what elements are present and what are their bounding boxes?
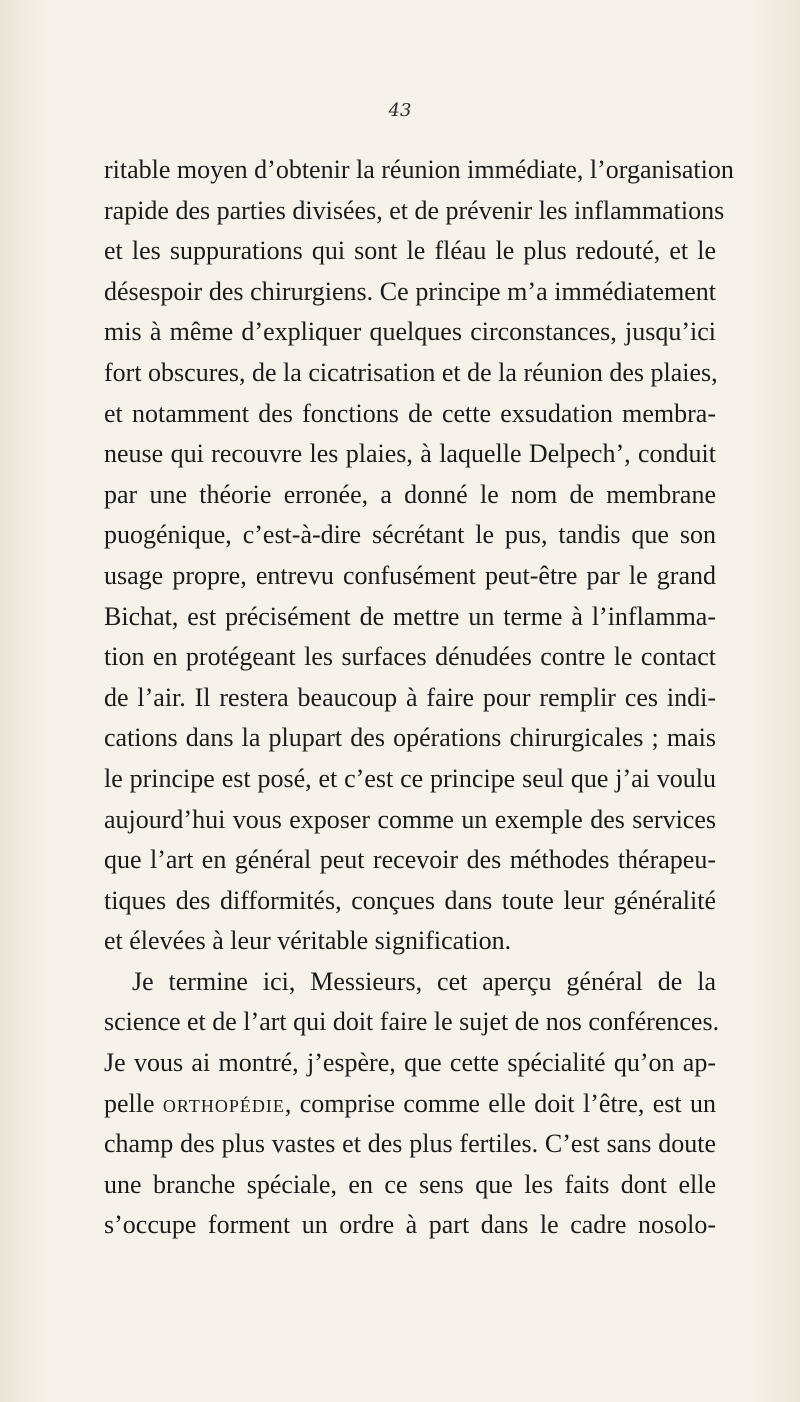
text-line: usage propre, entrevu confusément peut-être par le grand (104, 560, 716, 590)
text-line: et élevées à leur véritable signification. (104, 926, 512, 956)
text-line: par une théorie erronée, a donné le nom de membrane (104, 479, 716, 509)
page-number: 43 (388, 100, 412, 121)
text-line: une branche spéciale, en ce sens que les faits dont elle (104, 1169, 716, 1199)
text-line: champ des plus vastes et des plus fertiles. C’est sans doute (104, 1129, 716, 1159)
text-line: et les suppurations qui sont le fléau le plus redouté, et le (104, 236, 716, 266)
text-line: mis à même d’expliquer quelques circonstances, jusqu’ici (104, 317, 716, 347)
text-line: fort obscures, de la cicatrisation et de la réunion des plaies, (104, 357, 718, 387)
text-line: Je vous ai montré, j’espère, que cette spécialité qu’on ap- (104, 1048, 716, 1078)
text-line: aujourd’hui vous exposer comme un exemple des services (104, 804, 716, 834)
text-line: rapide des parties divisées, et de prévenir les inflammations (104, 195, 725, 225)
text-line: désespoir des chirurgiens. Ce principe m’a immédiatement (104, 276, 716, 306)
text-line: cations dans la plupart des opérations chirurgicales ; mais (104, 723, 716, 753)
text-line: Je termine ici, Messieurs, cet aperçu général de la (132, 966, 716, 996)
text-line: le principe est posé, et c’est ce principe seul que j’ai voulu (104, 763, 716, 793)
text-fragment: pelle (104, 1088, 163, 1118)
text-line: et notamment des fonctions de cette exsudation membra- (104, 398, 716, 428)
text-line: tiques des difformités, conçues dans toute leur généralité (104, 885, 716, 915)
small-caps-term: orthopédie (162, 1088, 285, 1118)
text-fragment: , comprise comme elle doit l’être, est un (284, 1088, 716, 1118)
text-line: s’occupe forment un ordre à part dans le cadre nosolo- (104, 1210, 716, 1240)
text-line: science et de l’art qui doit faire le sujet de nos conférences. (104, 1007, 720, 1037)
text-line: neuse qui recouvre les plaies, à laquelle Delpech’, conduit (104, 439, 716, 469)
text-line-orthopedie (104, 1084, 716, 1125)
body-text (104, 150, 734, 1246)
text-line: que l’art en général peut recevoir des méthodes thérapeu- (104, 845, 716, 875)
text-line: puogénique, c’est-à-dire sécrétant le pus, tandis que son (104, 520, 716, 550)
text-line: Bichat, est précisément de mettre un terme à l’inflamma- (104, 601, 716, 631)
text-line: ritable moyen d’obtenir la réunion immédiate, l’organisation (104, 155, 734, 184)
text-line: de l’air. Il restera beaucoup à faire pour remplir ces indi- (104, 682, 716, 712)
text-line: tion en protégeant les surfaces dénudées contre le contact (104, 642, 716, 672)
